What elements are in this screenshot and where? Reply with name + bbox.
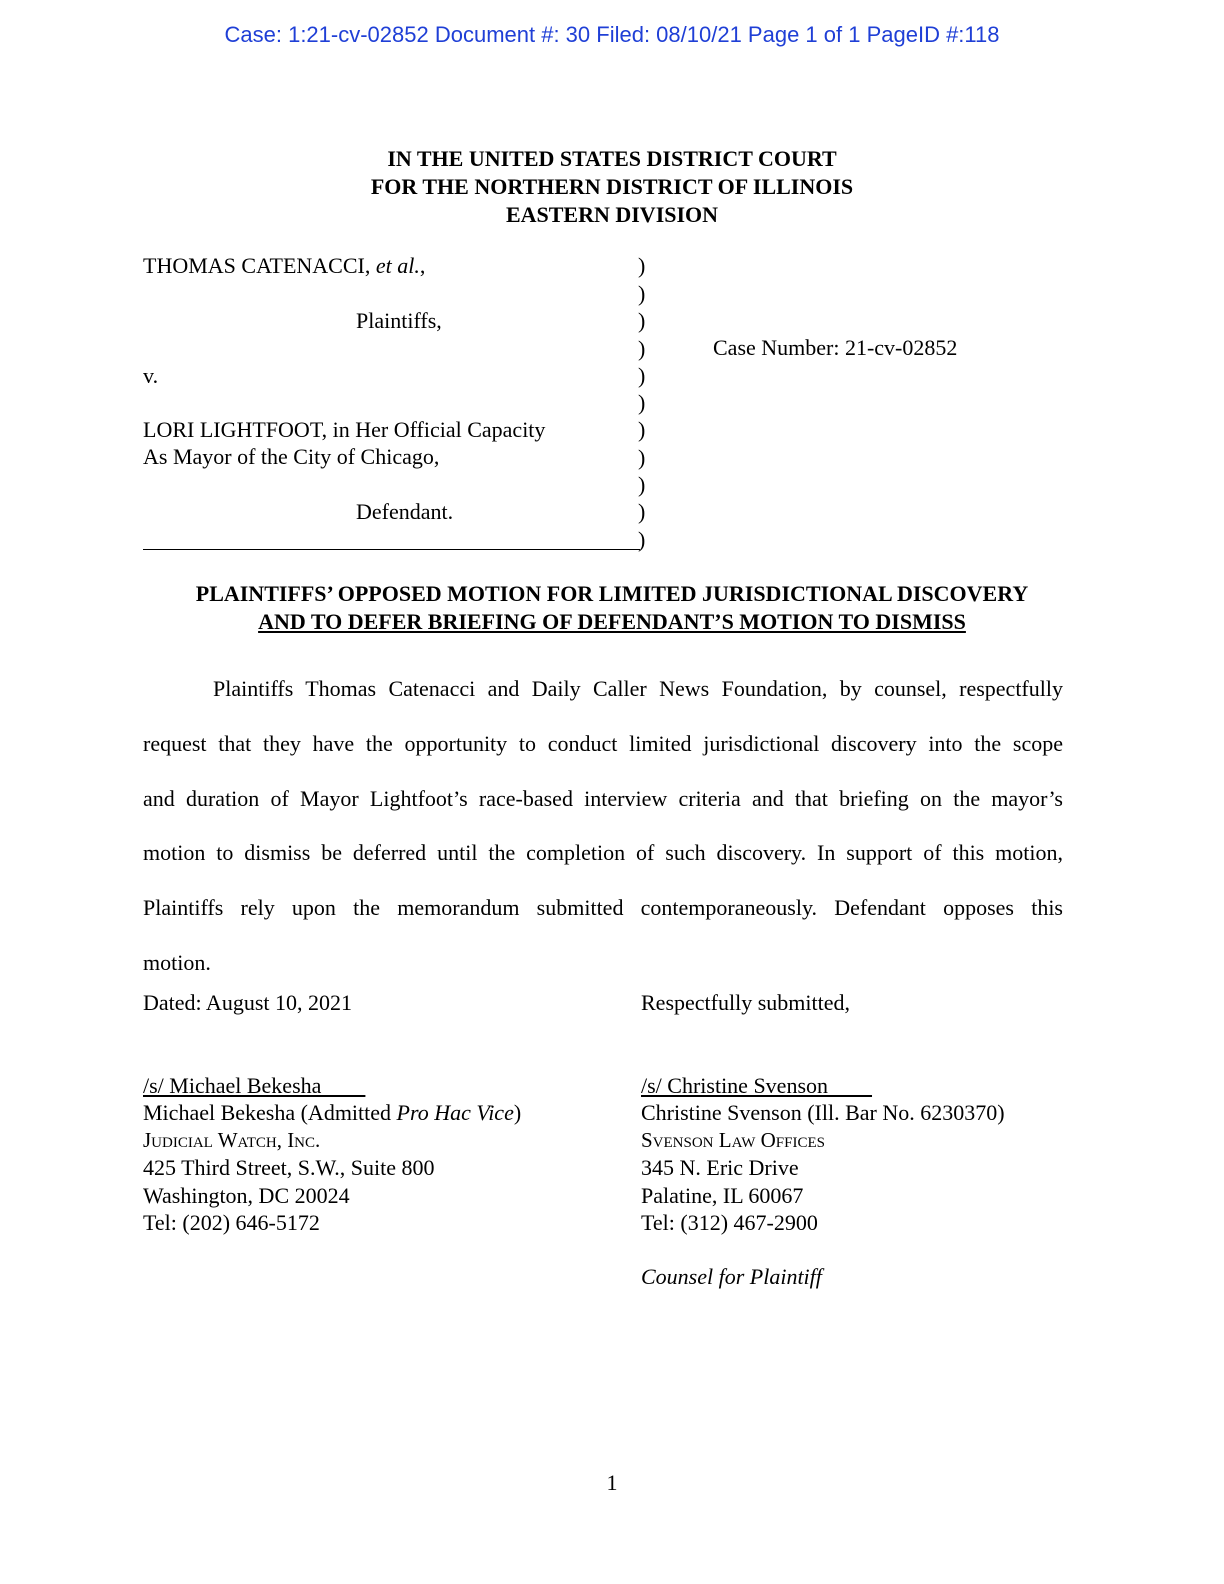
address-line-2: Washington, DC 20024 bbox=[143, 1182, 350, 1208]
body-line: motion. bbox=[143, 949, 211, 975]
signature-line: /s/ Christine Svenson bbox=[641, 1073, 873, 1098]
caption-paren: ) bbox=[638, 363, 646, 388]
caption-paren: ) bbox=[638, 253, 646, 278]
court-heading-line-1: IN THE UNITED STATES DISTRICT COURT bbox=[387, 146, 837, 171]
caption-paren: ) bbox=[638, 527, 646, 552]
body-line: Plaintiffs Thomas Catenacci and Daily Caller News Foundation, by counsel, respectfully bbox=[213, 676, 1063, 701]
defendant-line-1: LORI LIGHTFOOT, in Her Official Capacity bbox=[143, 417, 546, 442]
ecf-header-stamp: Case: 1:21-cv-02852 Document #: 30 Filed: 08/10/21 Page 1 of 1 PageID #:118 bbox=[224, 22, 1000, 47]
motion-title bbox=[0, 580, 1224, 636]
caption-paren: ) bbox=[638, 499, 646, 524]
court-heading bbox=[0, 145, 1224, 229]
body-line: Plaintiffs rely upon the memorandum submitted contemporaneously. Defendant opposes this bbox=[143, 895, 1063, 921]
date-line: Dated: August 10, 2021 bbox=[143, 990, 352, 1015]
defendant-line-2: As Mayor of the City of Chicago, bbox=[143, 444, 440, 469]
body-line: and duration of Mayor Lightfoot’s race-based interview criteria and that briefing on the mayor’s bbox=[143, 785, 1063, 811]
plaintiff-name: THOMAS CATENACCI, et al., bbox=[143, 253, 426, 278]
motion-title-line-1: PLAINTIFFS’ OPPOSED MOTION FOR LIMITED JURISDICTIONAL DISCOVERY bbox=[195, 581, 1029, 606]
court-heading-line-3: EASTERN DIVISION bbox=[505, 202, 719, 227]
court-heading-line-2: FOR THE NORTHERN DISTRICT OF ILLINOIS bbox=[370, 174, 854, 199]
firm-name: Judicial Watch, Inc. bbox=[143, 1127, 321, 1152]
body-line: motion to dismiss be deferred until the completion of such discovery. In support of this motion, bbox=[143, 840, 1063, 866]
signature-block-left bbox=[143, 1072, 521, 1236]
address-line-2: Palatine, IL 60067 bbox=[641, 1182, 804, 1208]
caption-paren: ) bbox=[638, 390, 646, 415]
caption-paren: ) bbox=[638, 308, 646, 333]
caption-paren: ) bbox=[638, 472, 646, 497]
caption-paren: ) bbox=[638, 336, 646, 361]
caption-paren: ) bbox=[638, 417, 646, 442]
motion-body bbox=[143, 662, 1063, 991]
defendant-label: Defendant. bbox=[356, 499, 454, 524]
caption-paren: ) bbox=[638, 445, 646, 470]
respectfully-submitted: Respectfully submitted, bbox=[641, 990, 850, 1015]
signature-line: /s/ Michael Bekesha bbox=[143, 1073, 366, 1098]
address-line-1: 345 N. Eric Drive bbox=[641, 1155, 799, 1181]
attorney-name: Christine Svenson (Ill. Bar No. 6230370) bbox=[641, 1100, 1005, 1126]
case-number: Case Number: 21-cv-02852 bbox=[713, 335, 958, 360]
signature-block-right bbox=[641, 1072, 1005, 1236]
page-number: 1 bbox=[606, 1470, 618, 1495]
plaintiffs-label: Plaintiffs, bbox=[356, 308, 442, 333]
phone: Tel: (202) 646-5172 bbox=[143, 1210, 320, 1236]
address-line-1: 425 Third Street, S.W., Suite 800 bbox=[143, 1155, 435, 1181]
versus: v. bbox=[143, 363, 159, 388]
caption-paren: ) bbox=[638, 281, 646, 306]
caption-rule bbox=[143, 549, 640, 550]
motion-title-line-2: AND TO DEFER BRIEFING OF DEFENDANT’S MOTION TO DISMISS bbox=[258, 609, 966, 634]
body-line: request that they have the opportunity to conduct limited jurisdictional discovery into the scope bbox=[143, 730, 1063, 756]
counsel-for-plaintiff: Counsel for Plaintiff bbox=[641, 1264, 822, 1289]
phone: Tel: (312) 467-2900 bbox=[641, 1210, 818, 1236]
attorney-name: Michael Bekesha (Admitted Pro Hac Vice) bbox=[143, 1100, 522, 1126]
firm-name: Svenson Law Offices bbox=[641, 1127, 825, 1152]
